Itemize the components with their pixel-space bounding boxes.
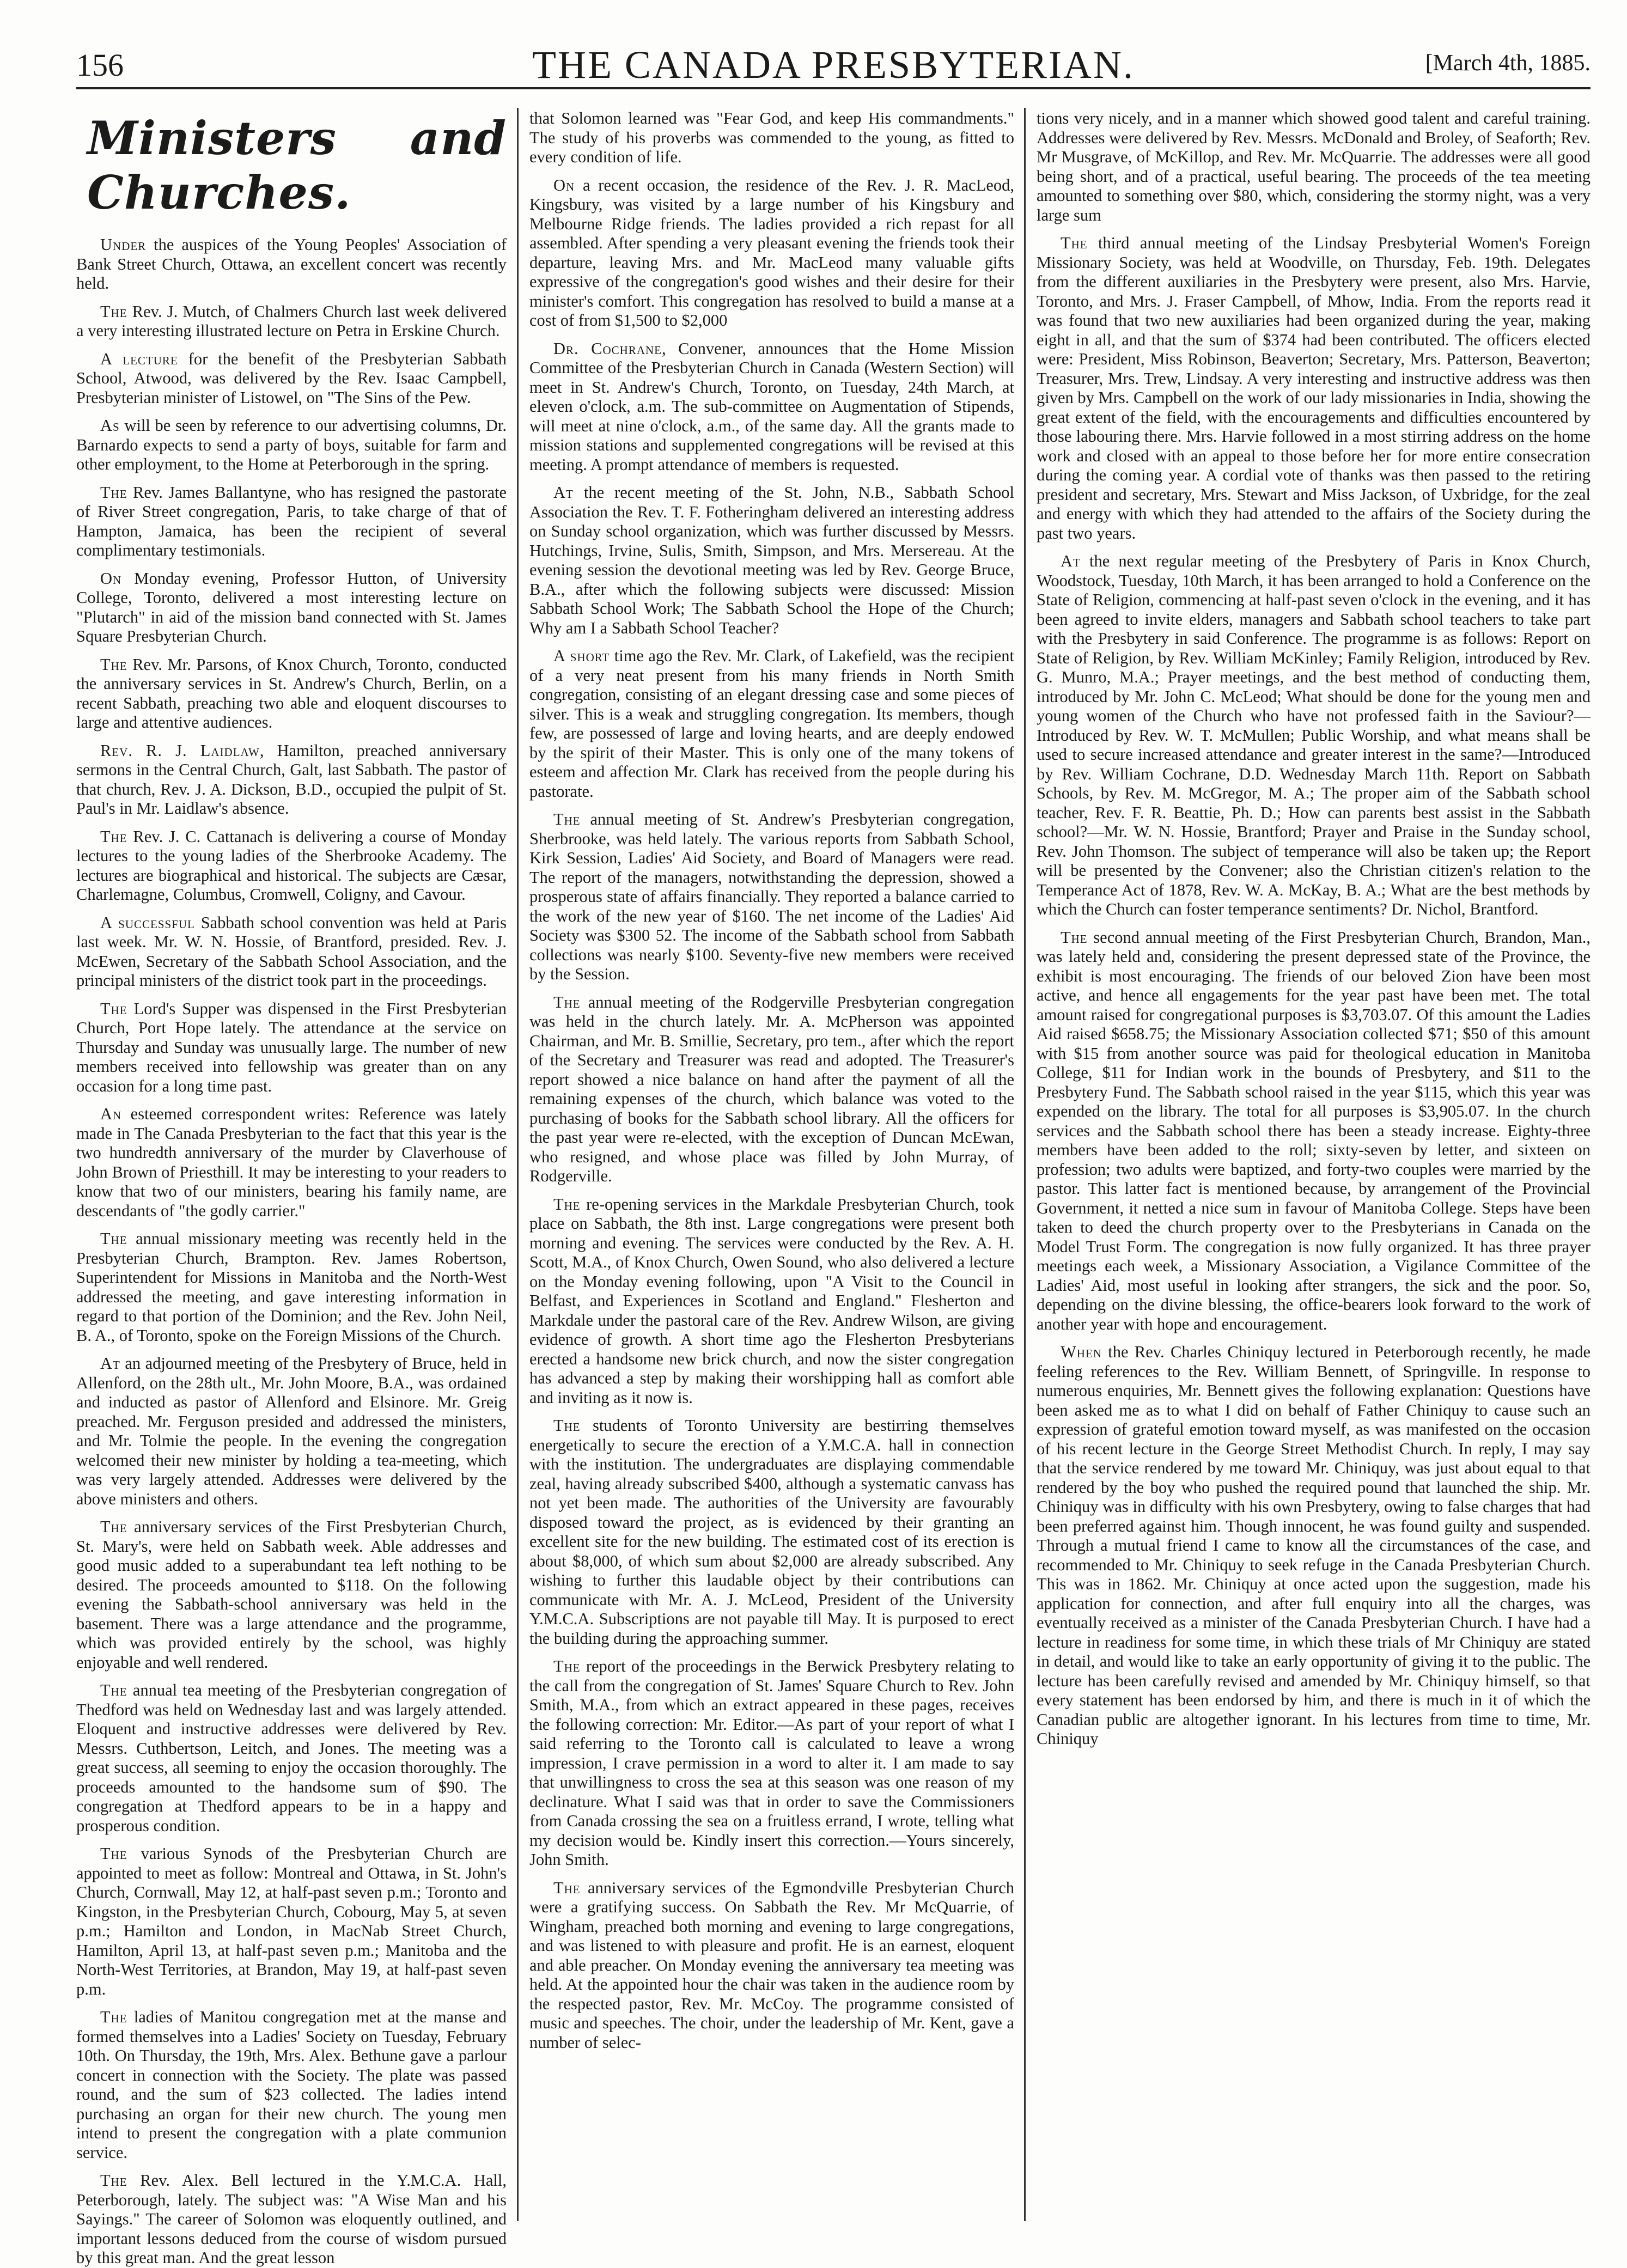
paragraph-text: Monday evening, Professor Hutton, of University College, Toronto, delivered a most interesting lecture on "Plutarch" in aid of the mission band connected with St. James Square Presbyterian Church.	[76, 569, 507, 645]
news-paragraph	[76, 655, 507, 733]
paragraph-text: the Rev. Charles Chiniquy lectured in Peterborough recently, he made feeling references to the Rev. William Bennett, of Springville. In response to numerous enquiries, Mr. Bennett gives the following explanation: Questions have been asked me as to what I did on behalf of Father Chiniquy to cause such an expression of grateful emotion toward myself, as was manifested on the occasion of his recent lecture in the George Street Methodist Church. In reply, I may say that the service rendered by me toward Mr. Chiniquy, was just about equal to that rendered by the boy who pushed the required pound that launched the ship. Mr. Chiniquy was in difficulty with his own Presbytery, owing to false charges that had been preferred against him. Though innocent, he was found guilty and suspended. Through a mutual friend I came to know all the circumstances of the case, and recommended to Mr. Chiniquy to seek refuge in the Canada Presbyterian Church. This was in 1862. Mr. Chiniquy at once acted upon the suggestion, made his application for connection, and after full enquiry into all the charges, was eventually received as a minister of the Canada Presbyterian Church. I have had a lecture in readiness for some time, in which these trials of Mr Chiniquy are stated in detail, and would like to take an early opportunity of giving it to the public. The lecture has been carefully revised and amended by Mr. Chiniquy himself, so that every statement has been endorsed by him, and there is much in it of which the Canadian public are altogether ignorant. In his lectures from time to time, Mr. Chiniquy	[1037, 1343, 1591, 1748]
paragraph-text: report of the proceedings in the Berwick Presbytery relating to the call from the congregation of St. James' Square Church to Rev. John Smith, M.A., from which an extract appeared in these pages, receives the following correction: Mr. Editor.—As part of your report of what I said referring to the Toronto call is calculated to leave a wrong impression, I crave permission in a word to alter it. I am made to say that unwillingness to cross the sea at this season was one reason of my declinature. What I said was that in order to save the Commissioners from Canada crossing the sea on a fruitless errand, I wrote, telling what my decision would be. Kindly insert this correction.—Yours sincerely, John Smith.	[529, 1657, 1014, 1869]
masthead	[76, 38, 1591, 89]
news-paragraph	[76, 2008, 507, 2162]
news-paragraph	[76, 416, 507, 474]
paragraph-lead: Rev. R. J. Laidlaw,	[100, 741, 265, 760]
paragraph-lead: As	[100, 416, 120, 435]
news-paragraph	[529, 647, 1014, 801]
news-paragraph	[76, 350, 507, 408]
paragraph-lead: The	[100, 1517, 127, 1536]
news-paragraph	[529, 1195, 1014, 1408]
paragraph-text: Lord's Supper was dispensed in the First Presbyterian Church, Port Hope lately. The attendance at the service on Thursday and Sunday was unusually large. The number of new members received into fellowship was greater than on any occasion for a long time past.	[76, 999, 507, 1095]
paragraph-text: third annual meeting of the Lindsay Presbyterial Women's Foreign Missionary Society, was held at Woodville, on Thursday, Feb. 19th. Delegates from the different auxiliaries in the Presbytery were present, also Mrs. Harvie, Toronto, and Mrs. J. Fraser Campbell, of Mhow, India. From the reports read it was found that two new auxiliaries had been organized during the year, making eight in all, and that the sum of $374 had been contributed. The officers elected were: President, Miss Robinson, Beaverton; Secretary, Mrs. Patterson, Beaverton; Treasurer, Mrs. Trew, Lindsay. A very interesting and instructive address was then given by Mrs. Campbell on the work of our lady missionaries in India, showing the great extent of the field, with the encouragements and difficulties encountered by those labouring there. Mrs. Harvie followed in a most stirring address on the home work and closed with an appeal to those before her for more entire consecration during the coming year. A cordial vote of thanks was then passed to the retiring president and secretary, Mrs. Stewart and Miss Jackson, of Uxbridge, for the zeal and energy with which they had attended to the affairs of the Society during the past two years.	[1037, 234, 1591, 542]
news-paragraph	[76, 1354, 507, 1509]
paragraph-lead: An	[100, 1105, 122, 1123]
news-paragraph	[529, 1657, 1014, 1870]
paragraph-text: annual meeting of St. Andrew's Presbyterian congregation, Sherbrooke, was held lately. The various reports from Sabbath School, Kirk Session, Ladies' Aid Society, and Board of Managers were read. The report of the managers, notwithstanding the depression, showed a prosperous state of affairs financially. They reported a balance carried to the work of the new year of $160. The net income of the Ladies' Aid Society was $300 52. The income of the Sabbath school from Sabbath collections was nearly $100. Seventy-five new members were received by the Session.	[529, 810, 1014, 983]
news-paragraph	[76, 1229, 507, 1345]
paragraph-lead: The	[553, 810, 581, 828]
paragraph-lead: On	[100, 569, 122, 588]
paragraph-text: Rev. Alex. Bell lectured in the Y.M.C.A. Hall, Peterborough, lately. The subject was: "A Wise Man and his Sayings." The career of Solomon was eloquently outlined, and important lessons deduced from the course of wisdom pursued by this great man. And the great lesson	[76, 2171, 507, 2267]
paragraph-lead: The	[100, 827, 127, 846]
paragraph-lead: At	[100, 1354, 120, 1373]
paragraph-lead: The	[100, 999, 127, 1018]
paragraph-text: students of Toronto University are bestirring themselves energetically to secure the erection of a Y.M.C.A. hall in connection with the institution. The undergraduates are displaying commendable zeal, having already subscribed $400, although a systematic canvass has not yet been made. The authorities of the University are favourably disposed toward the project, as is evidenced by their granting an excellent site for the new building. The estimated cost of its erection is about $8,000, of which sum about $2,000 are already subscribed. Any wishing to further this laudable object by their contributions can communicate with Mr. A. J. McLeod, President of the University Y.M.C.A. Subscriptions are not payable till May. It is purposed to erect the building during the approaching summer.	[529, 1416, 1014, 1648]
paragraph-text: a recent occasion, the residence of the Rev. J. R. MacLeod, Kingsbury, was visited by a large number of his Kingsbury and Melbourne Ridge friends. The ladies provided a rich repast for all assembled. After spending a very pleasant evening the friends took their departure, leaving Mrs. and Mr. MacLeod many valuable gifts expressive of the congregation's good wishes and their desire for their minister's comfort. This congregation has resolved to build a manse at a cost of from $1,500 to $2,000	[529, 175, 1014, 330]
paragraph-lead: The	[553, 1878, 581, 1897]
paragraph-text: Convener, announces that the Home Mission Committee of the Presbyterian Church in Canada (Western Section) will meet in St. Andrew's Church, Toronto, on Tuesday, 24th March, at eleven o'clock, a.m. The sub-committee on Augmentation of Stipends, will meet at nine o'clock, a.m., of the same day. All the grants made to mission stations and supplemented congregations will be revised at this meeting. A prompt attendance of members is requested.	[529, 339, 1014, 474]
news-paragraph	[1037, 1343, 1591, 1749]
paragraph-text: esteemed correspondent writes: Reference was lately made in The Canada Presbyterian to the fact that this year is the two hundredth anniversary of the murder by Claverhouse of John Brown of Priesthill. It may be interesting to your readers to know that two of our ministers, bearing his family name, are descendants of "the godly carrier."	[76, 1105, 507, 1220]
news-paragraph	[76, 1105, 507, 1221]
paragraph-lead: A short	[553, 647, 610, 665]
paragraph-text: re-opening services in the Markdale Presbyterian Church, took place on Sabbath, the 8th inst. Large congregations were present both morning and evening. The services were conducted by the Rev. A. H. Scott, M.A., of Knox Church, Owen Sound, who also delivered a lecture on the Monday evening following, upon "A Visit to the Council in Belfast, and Experiences in Scotland and England." Flesherton and Markdale under the pastoral care of the Rev. Andrew Wilson, are giving evidence of growth. A short time ago the Flesherton Presbyterians erected a handsome new brick church, and now the sister congregation has advanced a step by making their worshipping hall as comfort able and inviting as it now is.	[529, 1194, 1014, 1407]
issue-date: [March 4th, 1885.	[1425, 51, 1591, 76]
paragraph-text: annual meeting of the Rodgerville Presbyterian congregation was held in the church lately. Mr. A. McPherson was appointed Chairman, and Mr. B. Smillie, Secretary, pro tem., after which the report of the Secretary and Treasurer was read and adopted. The Treasurer's report showed a nice balance on hand after the payment of all the remaining expenses of the church, which balance was voted to the purchasing of books for the Sabbath school library. All the officers for the past year were re-elected, with the exception of Duncan McEwan, who resigned, and whose place was filled by John Murray, of Rodgerville.	[529, 992, 1014, 1185]
news-paragraph	[529, 1416, 1014, 1648]
paragraph-text: will be seen by reference to our advertising columns, Dr. Barnardo expects to send a party of boys, suitable for farm and other employment, to the Home at Peterborough in the spring.	[76, 416, 507, 473]
paragraph-lead: At	[553, 483, 574, 502]
news-paragraph	[76, 827, 507, 905]
paragraph-text: the next regular meeting of the Presbytery of Paris in Knox Church, Woodstock, Tuesday, 10th March, it has been arranged to hold a Conference on the State of Religion, commencing at half-past seven o'clock in the evening, and it has been agreed to invite elders, managers and Sabbath school teachers to take part with the Presbytery in said Conference. The programme is as follows: Report on State of Religion, by Rev. William McKinley; Family Religion, introduced by Rev. G. Munro, M.A.; Prayer meetings, and the best method of conducting them, introduced by Mr. John C. McLeod; What should be done for the young men and young women of the Church who have not professed faith in the Saviour?—Introduced by Rev. W. T. McMullen; Public Worship, and what means shall be used to secure increased attendance and greater interest in the same?—Introduced by Rev. William Cochrane, D.D. Wednesday March 11th. Report on Sabbath Schools, by Rev. M. McGregor, M. A.; The proper aim of the Sabbath school teacher, Rev. F. R. Beattie, Ph. D.; How can parents best assist in the Sabbath school?—Mr. W. N. Hossie, Brantford; Prayer and Praise in the Sunday school, Rev. John Thomson. The subject of temperance will also be taken up; the Report will be presented by the Convener; also the Christian citizen's relation to the Temperance Act of 1878, Rev. W. A. McKay, B. A.; What are the best methods by which the Church can foster temperance sentiments? Dr. Nichol, Brantford.	[1037, 552, 1591, 918]
paragraph-lead: On	[553, 175, 575, 194]
paragraph-text: ladies of Manitou congregation met at the manse and formed themselves into a Ladies' Society on Tuesday, February 10th. On Thursday, the 19th, Mrs. Alex. Bethune gave a parlour concert in connection with the Society. The plate was passed round, and the sum of $23 collected. The ladies intend purchasing an organ for their new church. The young men intend to present the congregation with a plate communion service.	[76, 2008, 507, 2162]
paragraph-lead: The	[100, 2171, 127, 2190]
paragraph-text: Rev. James Ballantyne, who has resigned the pastorate of River Street congregation, Paris, to take charge of that of Hampton, Jamaica, has been the recipient of several complimentary testimonials.	[76, 483, 507, 559]
section-heading: Ministers and Churches.	[87, 111, 507, 220]
paragraph-lead: The	[100, 1844, 127, 1863]
paragraph-text: second annual meeting of the First Presbyterian Church, Brandon, Man., was lately held and, considering the present depressed state of the Province, the exhibit is most encouraging. The friends of our beloved Zion have been most active, and hence all engagements for the year past have been met. The total amount raised for congregational purposes is $3,703.07. Of this amount the Ladies Aid raised $658.75; the Missionary Association collected $71; $50 of this amount with $15 from another source was paid for theological education in Manitoba College, $11 for Indian work in the bounds of Presbytery, and $11 to the Presbytery Fund. The Sabbath school raised in the year $115, which this year was expended on the library. The total for all purposes is $3,905.07. In the church services and the Sabbath school there has been a steady increase. Eighty-three members have been added to the roll; sixty-seven by letter, and sixteen on profession; two adults were baptized, and forty-two couples were married by the pastor. This latter fact is mentioned because, by arrangement of the Provincial Government, it netted a nice sum in favour of Manitoba College. Steps have been taken to deed the church property over to the Presbyterians in Canada on the Model Trust Form. The congregation is now fully organized. It has three prayer meetings each week, a Missionary Association, a Vigilance Committee of the Ladies' Aid, most useful in looking after strangers, the sick and the poor. So, depending on the divine blessing, the office-bearers look forward to the work of another year with hope and encouragement.	[1037, 928, 1591, 1333]
news-paragraph	[529, 483, 1014, 638]
column-3	[1037, 109, 1591, 2222]
page-number: 156	[76, 47, 124, 83]
news-paragraph	[1037, 928, 1591, 1334]
paragraph-lead: The	[100, 2008, 127, 2026]
column-1	[76, 109, 507, 2267]
news-paragraph	[529, 176, 1014, 331]
news-paragraph	[76, 302, 507, 341]
paragraph-text: for the benefit of the Presbyterian Sabbath School, Atwood, was delivered by the Rev. Isaac Campbell, Presbyterian minister of Listowel, on "The Sins of the Pew.	[76, 349, 507, 407]
paragraph-lead: The	[553, 1194, 581, 1214]
news-paragraph	[76, 569, 507, 647]
paragraph-lead: The	[1061, 928, 1088, 947]
paragraph-lead: The	[100, 655, 127, 674]
news-paragraph	[76, 999, 507, 1096]
news-paragraph	[529, 109, 1014, 167]
paragraph-lead: A lecture	[100, 349, 178, 368]
paragraph-text: time ago the Rev. Mr. Clark, of Lakefield, was the recipient of a very neat present from his many friends in North Smith congregation, consisting of an elegant dressing case and some pieces of silver. This is a weak and struggling congregation. Its members, though few, are possessed of large and loving hearts, and are deeply endowed by the spirit of their Master. This is only one of the many tokens of esteem and affection Mr. Clark has received from the people during his pastorate.	[529, 647, 1014, 801]
paragraph-lead: At	[1061, 552, 1081, 570]
newspaper-title: THE CANADA PRESBYTERIAN.	[532, 43, 1135, 87]
news-paragraph	[1037, 552, 1591, 919]
paragraph-text: an adjourned meeting of the Presbytery of Bruce, held in Allenford, on the 28th ult., Mr. John Moore, B.A., was ordained and inducted as pastor of Allenford and Elsinore. Mr. Greig preached. Mr. Ferguson presided and addressed the ministers, and Mr. Tolmie the people. In the evening the congregation welcomed their new minister by holding a tea-meeting, which was very largely attended. Addresses were delivered by the above ministers and others.	[76, 1354, 507, 1508]
news-paragraph	[76, 1681, 507, 1836]
paragraph-text: Sabbath school convention was held at Paris last week. Mr. W. N. Hossie, of Brantford, presided. Rev. J. McEwen, Secretary of the Sabbath School Association, and the principal ministers of the district took part in the proceedings.	[76, 913, 507, 990]
paragraph-lead: Under	[100, 235, 147, 254]
paragraph-text: tions very nicely, and in a manner which showed good talent and careful training. Addresses were delivered by Rev. Messrs. McDonald and Broley, of Seaforth; Rev. Mr Musgrave, of McKillop, and Rev. Mr. McQuarrie. The addresses were all good being short, and of a practical, useful bearing. The proceeds of the tea meeting amounted to something over $80, which, considering the stormy night, was a very large sum	[1037, 109, 1591, 224]
paragraph-text: that Solomon learned was "Fear God, and keep His commandments." The study of his proverbs was commended to the young, as fitted to every condition of life.	[529, 109, 1014, 166]
paragraph-text: Rev. J. Mutch, of Chalmers Church last week delivered a very interesting illustrated lecture on Petra in Erskine Church.	[76, 302, 507, 340]
paragraph-text: annual missionary meeting was recently held in the Presbyterian Church, Brampton. Rev. James Robertson, Superintendent for Missions in Manitoba and the North-West addressed the meeting, and gave interesting information in regard to that portion of the Dominion; and the Rev. John Neil, B. A., of Toronto, spoke on the Foreign Missions of the Church.	[76, 1229, 507, 1345]
paragraph-text: anniversary services of the First Presbyterian Church, St. Mary's, were held on Sabbath week. Able addresses and good music added to a superabundant tea left nothing to be desired. The proceeds amounted to $118. On the following evening the Sabbath-school anniversary was held in the basement. There was a large attendance and the programme, which was provided entirely by the school, was highly enjoyable and well rendered.	[76, 1517, 507, 1672]
paragraph-lead: A successful	[100, 913, 195, 932]
paragraph-text: various Synods of the Presbyterian Church are appointed to meet as follow: Montreal and Ottawa, in St. John's Church, Cornwall, May 12, at half-past seven p.m.; Toronto and Kingston, in the Presbyterian Church, Cobourg, May 5, at seven p.m.; Hamilton and London, in MacNab Street Church, Hamilton, April 13, at half-past seven p.m.; Manitoba and the North-West Territories, at Brandon, May 19, at half-past seven p.m.	[76, 1844, 507, 1998]
paragraph-lead: The	[100, 483, 127, 502]
paragraph-text: the auspices of the Young Peoples' Association of Bank Street Church, Ottawa, an excellent concert was recently held.	[76, 235, 507, 292]
paragraph-text: anniversary services of the Egmondville Presbyterian Church were a gratifying success. On Sabbath the Rev. Mr McQuarrie, of Wingham, preached both morning and evening to large congregations, and was listened to with pleasure and profit. He is an earnest, eloquent and able preacher. On Monday evening the anniversary tea meeting was held. At the appointed hour the chair was taken in the audience room by the respected pastor, Rev. Mr. McCoy. The programme consisted of music and speeches. The choir, under the leadership of Mr. Kent, gave a number of selec-	[529, 1878, 1014, 2052]
column-2	[529, 109, 1014, 2222]
paragraph-text: annual tea meeting of the Presbyterian congregation of Thedford was held on Wednesday last and was largely attended. Eloquent and instructive addresses were delivered by Rev. Messrs. Cuthbertson, Leitch, and Jones. The meeting was a great success, all seeming to enjoy the occasion thoroughly. The proceeds amounted to the handsome sum of $90. The congregation at Thedford appears to be in a happy and prosperous condition.	[76, 1681, 507, 1835]
paragraph-lead: The	[1061, 234, 1088, 252]
news-paragraph	[76, 741, 507, 819]
paragraph-lead: The	[100, 1681, 127, 1699]
paragraph-text: Rev. J. C. Cattanach is delivering a course of Monday lectures to the young ladies of the Sherbrooke Academy. The lectures are biographical and historical. The subjects are Cæsar, Charlemagne, Columbus, Cromwell, Coligny, and Cavour.	[76, 827, 507, 904]
news-paragraph	[529, 339, 1014, 475]
paragraph-lead: The	[100, 1229, 127, 1248]
news-paragraph	[76, 1517, 507, 1672]
paragraph-lead: The	[553, 1657, 581, 1675]
news-paragraph	[76, 913, 507, 991]
column-rule	[517, 108, 519, 2221]
column-rule	[1024, 108, 1026, 2221]
news-paragraph	[529, 810, 1014, 984]
news-paragraph	[529, 993, 1014, 1186]
paragraph-lead: Dr. Cochrane,	[553, 339, 667, 358]
paragraph-lead: The	[553, 1416, 581, 1435]
paragraph-text: Rev. Mr. Parsons, of Knox Church, Toronto, conducted the anniversary services in St. Andrew's Church, Berlin, on a recent Sabbath, preaching two able and eloquent discourses to large and attentive audiences.	[76, 655, 507, 731]
paragraph-text: the recent meeting of the St. John, N.B., Sabbath School Association the Rev. T. F. Fotheringham delivered an interesting address on Sunday school organization, which was further discussed by Messrs. Hutchings, Irvine, Sulis, Smith, Simpson, and Mrs. Mersereau. At the evening session the devotional meeting was led by Rev. George Bruce, B.A., after which the following subjects were discussed: Mission Sabbath School Work; The Sabbath School the Hope of the Church; Why am I a Sabbath School Teacher?	[529, 483, 1014, 637]
news-paragraph	[529, 1879, 1014, 2053]
news-paragraph	[1037, 109, 1591, 225]
news-paragraph	[76, 1844, 507, 1999]
news-paragraph	[76, 2171, 507, 2268]
paragraph-lead: When	[1061, 1343, 1102, 1361]
news-paragraph	[76, 483, 507, 560]
paragraph-text: Hamilton, preached anniversary sermons in the Central Church, Galt, last Sabbath. The pastor of that church, Rev. J. A. Dickson, B.D., occupied the pulpit of St. Paul's in Mr. Laidlaw's absence.	[76, 741, 507, 818]
news-paragraph	[1037, 234, 1591, 543]
paragraph-lead: The	[100, 302, 127, 321]
paragraph-lead: The	[553, 992, 581, 1011]
news-paragraph	[76, 235, 507, 294]
